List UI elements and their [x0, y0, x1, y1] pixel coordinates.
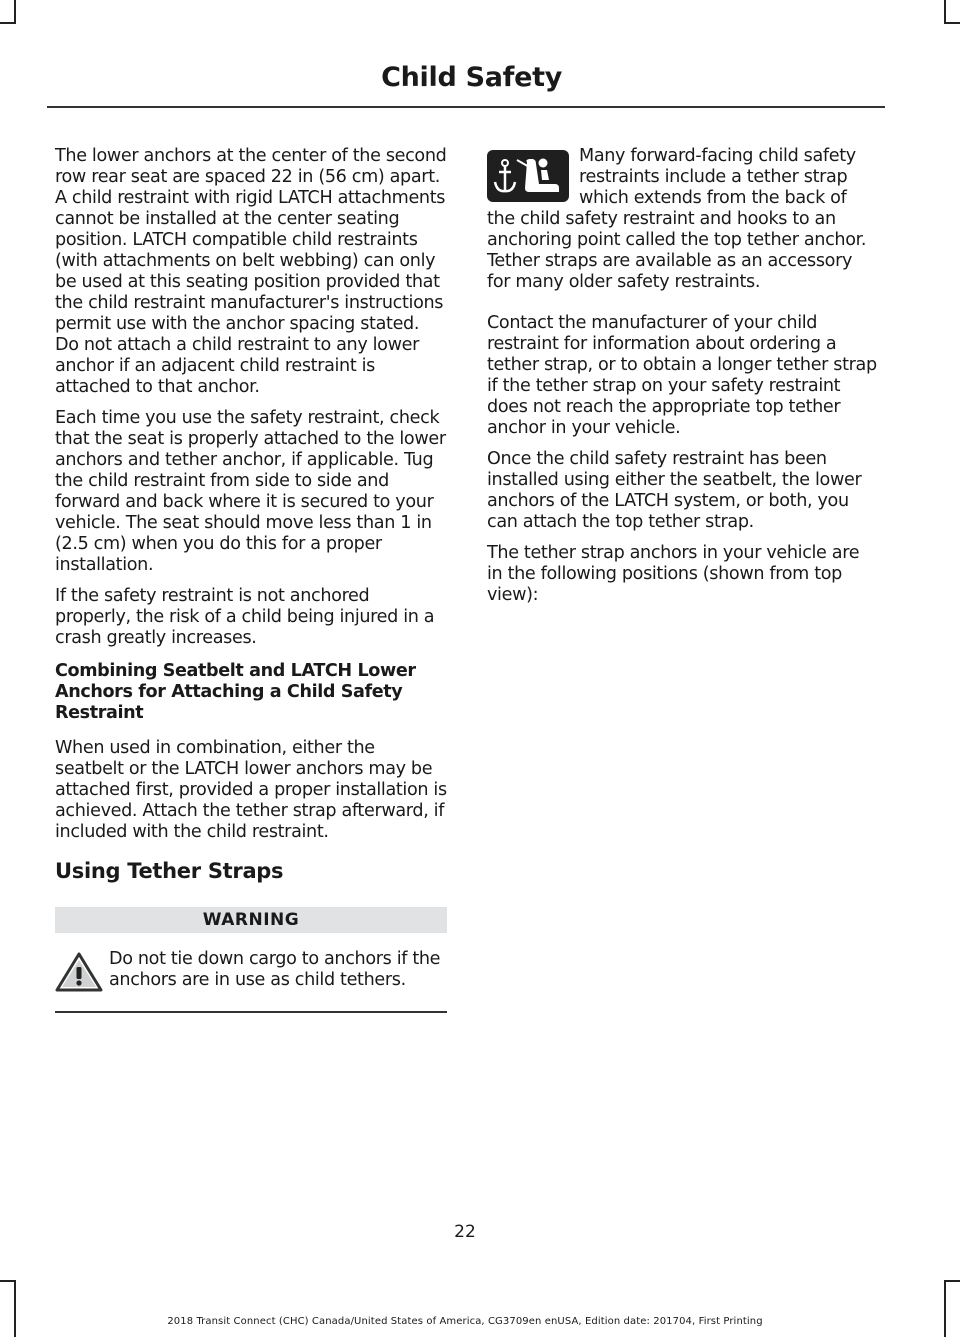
paragraph-combining: When used in combination, either the seatbelt or the LATCH lower anchors may be attached first, provided a proper installation is achieved. Attach the tether strap afterward, if included with the child restraint. [55, 738, 447, 842]
paragraph-check-attachment: Each time you use the safety restraint, check that the seat is properly attached to the lower anchors and tether anchor, if applicable. Tug the child restraint from side to side and forward and back where it is secured to your vehicle. The seat should move less than 1 in (2.5 cm) when you do this for a proper installation. [55, 408, 446, 575]
header-rule [47, 106, 885, 108]
crop-mark [944, 1280, 960, 1282]
warning-triangle-icon [55, 951, 105, 997]
warning-body [55, 933, 447, 1013]
warning-text: Do not tie down cargo to anchors if the anchors are in use as child tethers. [109, 949, 441, 990]
subheading-combining: Combining Seatbelt and LATCH Lower Anchors for Attaching a Child Safety Restraint [55, 661, 416, 723]
crop-mark [944, 0, 946, 22]
warning-label: WARNING [55, 907, 447, 933]
paragraph-forward-facing: Many forward-facing child safety restraints include a tether strap which extends from the back of the child safety restraint and hooks to an anchoring point called the top tether anchor. Tether straps are available as an accessory for many older safety restraints. [487, 146, 867, 292]
right-column [487, 146, 879, 616]
footer-text: 2018 Transit Connect (CHC) Canada/United States of America, CG3709en enUSA, Edition date: 201704, First Printing [167, 1316, 763, 1327]
paragraph-anchor-positions: The tether strap anchors in your vehicle are in the following positions (shown from top view): [487, 543, 860, 605]
crop-mark [14, 1280, 16, 1337]
crop-mark [0, 1280, 16, 1282]
paragraph-risk: If the safety restraint is not anchored properly, the risk of a child being injured in a crash greatly increases. [55, 586, 435, 648]
paragraph-lower-anchors: The lower anchors at the center of the second row rear seat are spaced 22 in (56 cm) apart. A child restraint with rigid LATCH attachments cannot be installed at the center seating position. LATCH compatible child restraints (with attachments on belt webbing) can only be used at this seating position provided that the child restraint manufacturer's instructions permit use with the anchor spacing stated. Do not attach a child restraint to any lower anchor if an adjacent child restraint is attached to that anchor. [55, 146, 447, 397]
crop-mark [14, 0, 16, 22]
paragraph-attach-top-tether: Once the child safety restraint has been installed using either the seatbelt, the lower anchors of the LATCH system, or both, you can attach the top tether strap. [487, 449, 862, 532]
section-heading-tether-straps: Using Tether Straps [55, 859, 284, 883]
page-number: 22 [454, 1222, 476, 1242]
warning-box [55, 907, 447, 1013]
crop-mark [944, 1280, 946, 1337]
left-column [55, 146, 447, 1013]
crop-mark [944, 22, 960, 24]
page-title: Child Safety [381, 62, 562, 93]
crop-mark [0, 22, 16, 24]
paragraph-contact-manufacturer: Contact the manufacturer of your child restraint for information about ordering a tether strap, or to obtain a longer tether strap if the tether strap on your safety restraint does not reach the appropriate top tether anchor in your vehicle. [487, 313, 877, 438]
child-seat-tether-icon [487, 150, 569, 202]
